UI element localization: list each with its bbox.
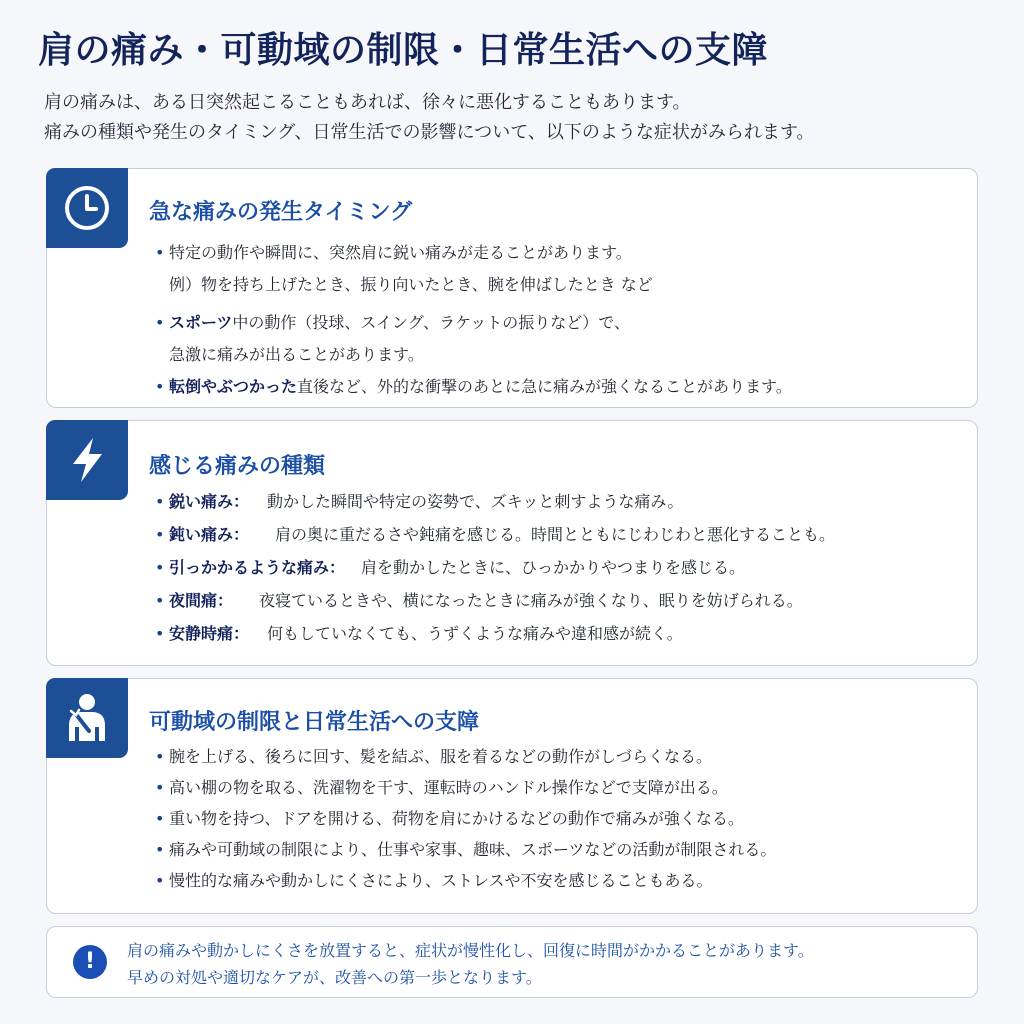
note-line: 早めの対処や適切なケアが、改善への第一歩となります。 xyxy=(127,968,542,987)
list-item: • 鈍い痛み： 肩の奥に重だるさや鈍痛を感じる。時間とともにじわじわと悪化することも。 xyxy=(155,525,836,544)
list-item: • 転倒やぶつかった直後など、外的な衝撃のあとに急に痛みが強くなることがあります。 xyxy=(155,377,792,396)
advice-note xyxy=(46,926,978,998)
list-item: • 重い物を持つ、ドアを開ける、荷物を肩にかけるなどの動作で痛みが強くなる。 xyxy=(155,809,744,828)
list-item: • 鋭い痛み： 動かした瞬間や特定の姿勢で、ズキッと刺すような痛み。 xyxy=(155,492,684,511)
intro-text xyxy=(44,88,814,148)
section-card-timing xyxy=(46,168,978,408)
intro-line: 痛みの種類や発生のタイミング、日常生活での影響について、以下のような症状がみられます。 xyxy=(44,122,815,143)
list-item: • 引っかかるような痛み： 肩を動かしたときに、ひっかかりやつまりを感じる。 xyxy=(155,558,746,577)
intro-line: 肩の痛みは、ある日突然起こることもあれば、徐々に悪化することもあります。 xyxy=(44,92,691,113)
list-item: • 腕を上げる、後ろに回す、髪を結ぶ、服を着るなどの動作がしづらくなる。 xyxy=(155,747,713,766)
exclamation-icon: ! xyxy=(73,945,107,979)
list-item: • スポーツ中の動作（投球、スイング、ラケットの振りなど）で、 急激に痛みが出ることがあります。 xyxy=(155,313,630,364)
list-item: • 痛みや可動域の制限により、仕事や家事、趣味、スポーツなどの活動が制限される。 xyxy=(155,840,777,859)
list-item: • 慢性的な痛みや動かしにくさにより、ストレスや不安を感じることもある。 xyxy=(155,871,713,890)
section-title: 急な痛みの発生タイミング xyxy=(149,200,413,225)
lightning-icon xyxy=(46,420,128,500)
page-title: 肩の痛み・可動域の制限・日常生活への支障 xyxy=(38,30,769,71)
note-line: 肩の痛みや動かしにくさを放置すると、症状が慢性化し、回復に時間がかかることがあります。 xyxy=(127,941,814,960)
list-item: • 高い棚の物を取る、洗濯物を干す、運転時のハンドル操作などで支障が出る。 xyxy=(155,778,728,797)
list-item: • 特定の動作や瞬間に、突然肩に鋭い痛みが走ることがあります。 例）物を持ち上げたとき、振り向いたとき、腕を伸ばしたとき など xyxy=(155,243,653,294)
list-item: • 安静時痛： 何もしていなくても、うずくような痛みや違和感が続く。 xyxy=(155,624,683,643)
item-list xyxy=(155,237,792,403)
section-title: 可動域の制限と日常生活への支障 xyxy=(149,710,480,735)
list-item: • 夜間痛： 夜寝ているときや、横になったときに痛みが強くなり、眠りを妨げられる。 xyxy=(155,591,803,610)
section-title: 感じる痛みの種類 xyxy=(149,454,326,479)
section-card-pain-types xyxy=(46,420,978,666)
clock-icon xyxy=(46,168,128,248)
section-card-range-of-motion xyxy=(46,678,978,914)
note-text xyxy=(127,937,814,991)
person-shoulder-pain-icon xyxy=(46,678,128,758)
item-list xyxy=(155,741,776,896)
item-list xyxy=(155,485,835,650)
